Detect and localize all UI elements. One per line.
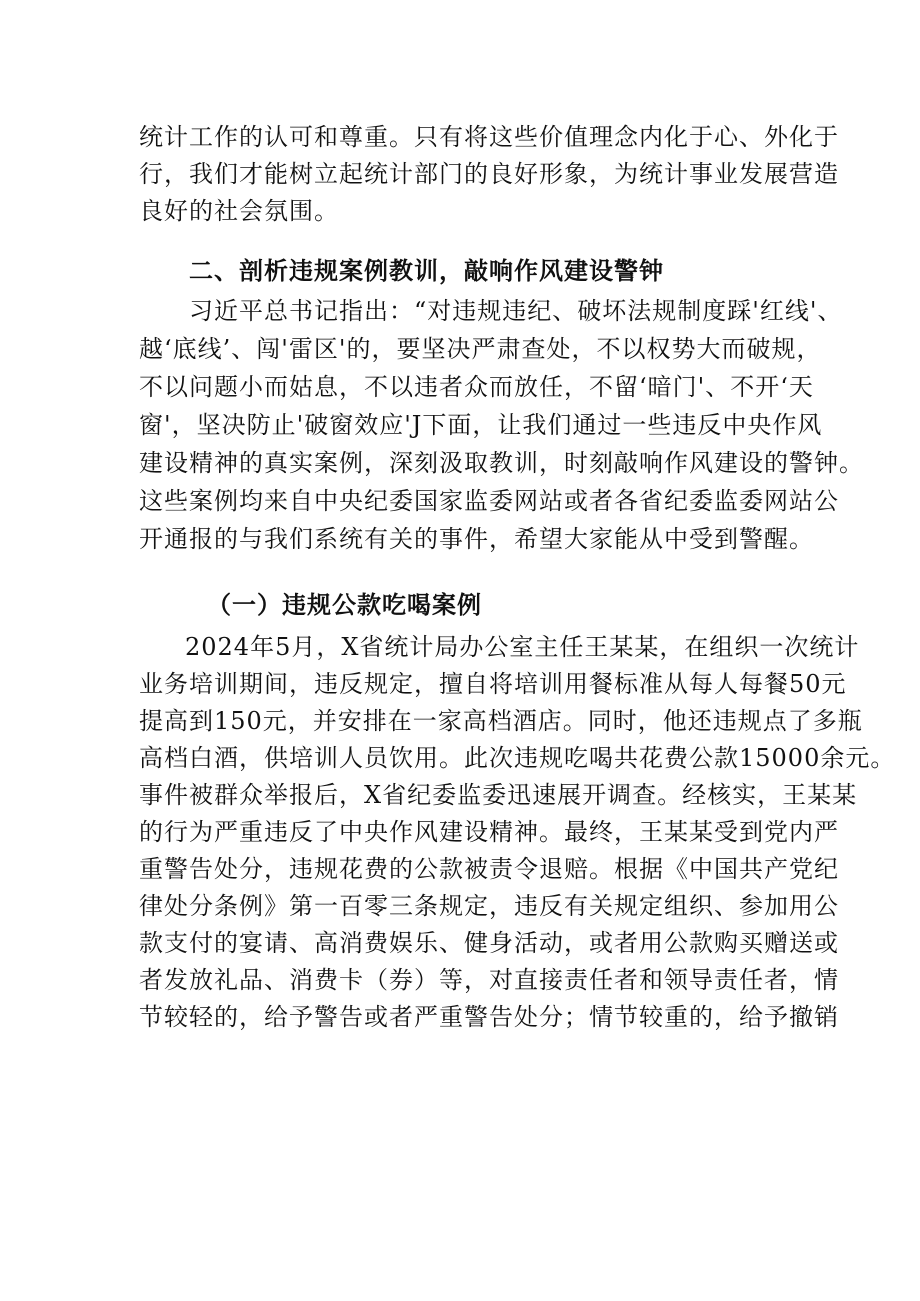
paragraph-line: 高档白酒，供培训人员饮用。此次违规吃喝共花费公款15000余元。 <box>139 744 896 772</box>
paragraph-line: 律处分条例》第一百零三条规定，违反有关规定组织、参加用公 <box>139 892 839 920</box>
paragraph-line: 这些案例均来自中央纪委国家监委网站或者各省纪委监委网站公 <box>139 487 839 515</box>
section-heading: 二、剖析违规案例教训，敲响作风建设警钟 <box>189 256 664 285</box>
paragraph-line: 节较轻的，给予警告或者严重警告处分；情节较重的，给予撤销 <box>139 1003 839 1031</box>
subheading: （一）违规公款吃喝案例 <box>207 590 482 619</box>
paragraph-line: 重警告处分，违规花费的公款被责令退赔。根据《中国共产党纪 <box>139 855 839 883</box>
paragraph-line: 提高到150元，并安排在一家高档酒店。同时，他还违规点了多瓶 <box>139 707 863 735</box>
paragraph-line: 2024年5月，X省统计局办公室主任王某某，在组织一次统计 <box>185 633 860 661</box>
paragraph-line: 窗'，坚决防止'破窗效应'J下面，让我们通过一些违反中央作风 <box>139 411 823 439</box>
paragraph-line: 业务培训期间，违反规定，擅自将培训用餐标准从每人每餐50元 <box>139 670 847 698</box>
paragraph-line: 统计工作的认可和尊重。只有将这些价值理念内化于心、外化于 <box>139 123 839 151</box>
paragraph-line: 者发放礼品、消费卡（券）等，对直接责任者和领导责任者，情 <box>139 966 839 994</box>
paragraph-line: 开通报的与我们系统有关的事件，希望大家能从中受到警醒。 <box>139 525 814 553</box>
paragraph-line: 款支付的宴请、高消费娱乐、健身活动，或者用公款购买赠送或 <box>139 929 839 957</box>
paragraph-line: 不以问题小而姑息，不以违者众而放任，不留‘暗门'、不开‘天 <box>139 373 814 401</box>
paragraph-line: 行，我们才能树立起统计部门的良好形象，为统计事业发展营造 <box>139 160 839 188</box>
paragraph-line: 良好的社会氛围。 <box>139 197 339 225</box>
paragraph-line: 事件被群众举报后，X省纪委监委迅速展开调查。经核实，王某某 <box>139 781 858 809</box>
paragraph-line: 建设精神的真实案例，深刻汲取教训，时刻敲响作风建设的警钟。 <box>139 449 864 477</box>
paragraph-line: 的行为严重违反了中央作风建设精神。最终，王某某受到党内严 <box>139 818 839 846</box>
paragraph-line: 习近平总书记指出：“对违规违纪、破坏法规制度踩'红线'、 <box>189 297 843 325</box>
paragraph-line: 越‘底线’、闯'雷区'的，要坚决严肃查处，不以权势大而破规， <box>139 335 822 363</box>
